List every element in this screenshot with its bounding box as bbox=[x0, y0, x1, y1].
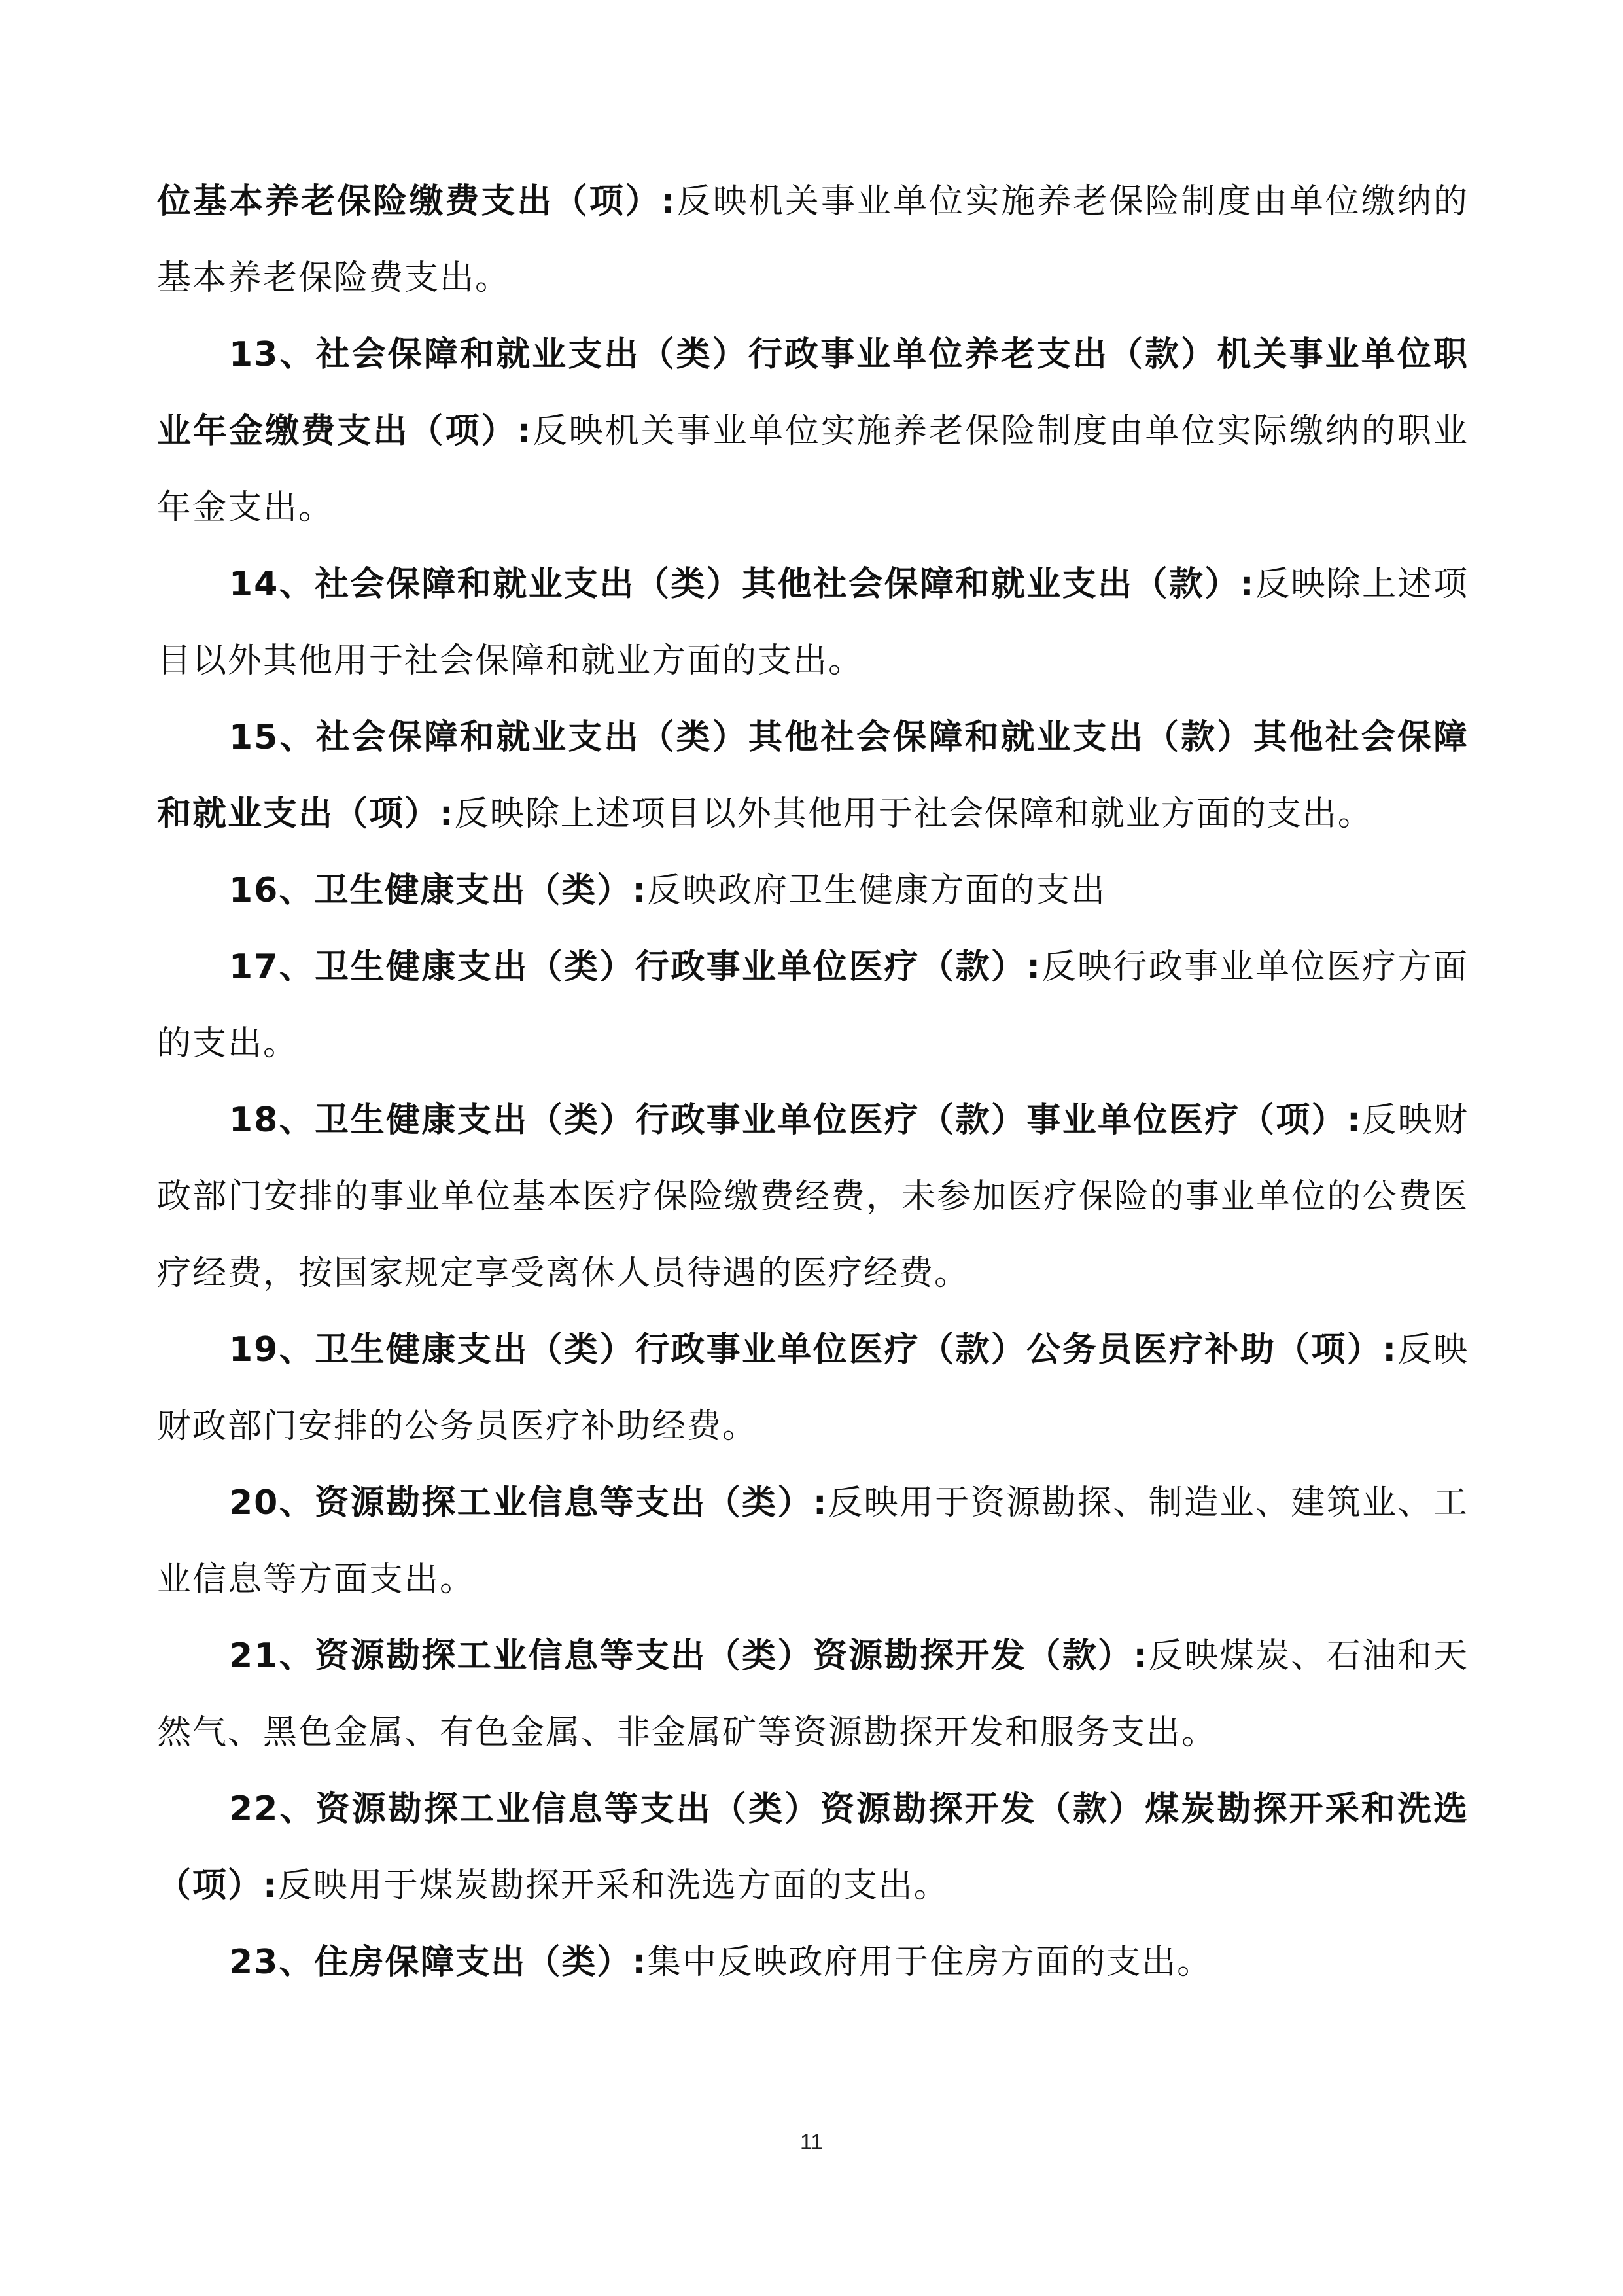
paragraph-heading: 19、卫生健康支出（类）行政事业单位医疗（款）公务员医疗补助（项）: bbox=[229, 1330, 1398, 1369]
paragraph-item-12-continued bbox=[157, 164, 1469, 317]
paragraph-heading: 14、社会保障和就业支出（类）其他社会保障和就业支出（款）: bbox=[229, 565, 1255, 604]
paragraph-item-18 bbox=[157, 1082, 1469, 1312]
paragraph-item-20 bbox=[157, 1465, 1469, 1618]
paragraph-heading: 21、资源勘探工业信息等支出（类）资源勘探开发（款）: bbox=[229, 1636, 1149, 1676]
paragraph-heading: 17、卫生健康支出（类）行政事业单位医疗（款）: bbox=[229, 947, 1042, 987]
paragraph-item-16 bbox=[157, 853, 1469, 929]
paragraph-heading: 15、社会保障和就业支出（类）其他社会保障和就业支出（款）其他社会保障和就业支出（项）: bbox=[157, 718, 1469, 834]
paragraph-heading: 22、资源勘探工业信息等支出（类）资源勘探开发（款）煤炭勘探开采和洗选（项）: bbox=[157, 1790, 1469, 1905]
paragraph-item-17 bbox=[157, 929, 1469, 1082]
paragraph-item-14 bbox=[157, 546, 1469, 699]
page-number: 11 bbox=[799, 2130, 824, 2155]
paragraph-heading: 18、卫生健康支出（类）行政事业单位医疗（款）事业单位医疗（项）: bbox=[229, 1101, 1362, 1140]
paragraph-text: 反映除上述项目以外其他用于社会保障和就业方面的支出。 bbox=[157, 565, 1469, 680]
paragraph-text: 集中反映政府用于住房方面的支出。 bbox=[647, 1943, 1213, 1982]
paragraph-text: 反映财政部门安排的公务员医疗补助经费。 bbox=[157, 1330, 1469, 1446]
paragraph-text: 反映用于资源勘探、制造业、建筑业、工业信息等方面支出。 bbox=[157, 1483, 1469, 1599]
paragraph-item-13 bbox=[157, 317, 1469, 546]
paragraph-text: 反映政府卫生健康方面的支出 bbox=[647, 871, 1107, 910]
paragraph-text: 反映用于煤炭勘探开采和洗选方面的支出。 bbox=[277, 1866, 949, 1905]
document-body bbox=[157, 164, 1469, 2001]
paragraph-item-23 bbox=[157, 1924, 1469, 2001]
paragraph-text: 反映行政事业单位医疗方面的支出。 bbox=[157, 947, 1469, 1063]
paragraph-text: 反映煤炭、石油和天然气、黑色金属、有色金属、非金属矿等资源勘探开发和服务支出。 bbox=[157, 1636, 1469, 1752]
paragraph-item-21 bbox=[157, 1618, 1469, 1771]
paragraph-text: 反映财政部门安排的事业单位基本医疗保险缴费经费，未参加医疗保险的事业单位的公费医疗经费，按国家规定享受离休人员待遇的医疗经费。 bbox=[157, 1101, 1469, 1293]
paragraph-heading: 23、住房保障支出（类）: bbox=[229, 1943, 648, 1982]
paragraph-heading: 20、资源勘探工业信息等支出（类）: bbox=[229, 1483, 828, 1523]
paragraph-item-19 bbox=[157, 1312, 1469, 1465]
paragraph-heading: 13、社会保障和就业支出（类）行政事业单位养老支出（款）机关事业单位职业年金缴费支出（项）: bbox=[157, 335, 1469, 451]
paragraph-text: 反映除上述项目以外其他用于社会保障和就业方面的支出。 bbox=[454, 794, 1373, 834]
paragraph-text: 反映机关事业单位实施养老保险制度由单位缴纳的基本养老保险费支出。 bbox=[157, 182, 1469, 298]
paragraph-heading: 16、卫生健康支出（类）: bbox=[229, 871, 648, 910]
paragraph-text: 反映机关事业单位实施养老保险制度由单位实际缴纳的职业年金支出。 bbox=[157, 412, 1469, 527]
paragraph-heading: 位基本养老保险缴费支出（项）: bbox=[157, 182, 676, 221]
paragraph-item-15 bbox=[157, 699, 1469, 853]
paragraph-item-22 bbox=[157, 1771, 1469, 1924]
